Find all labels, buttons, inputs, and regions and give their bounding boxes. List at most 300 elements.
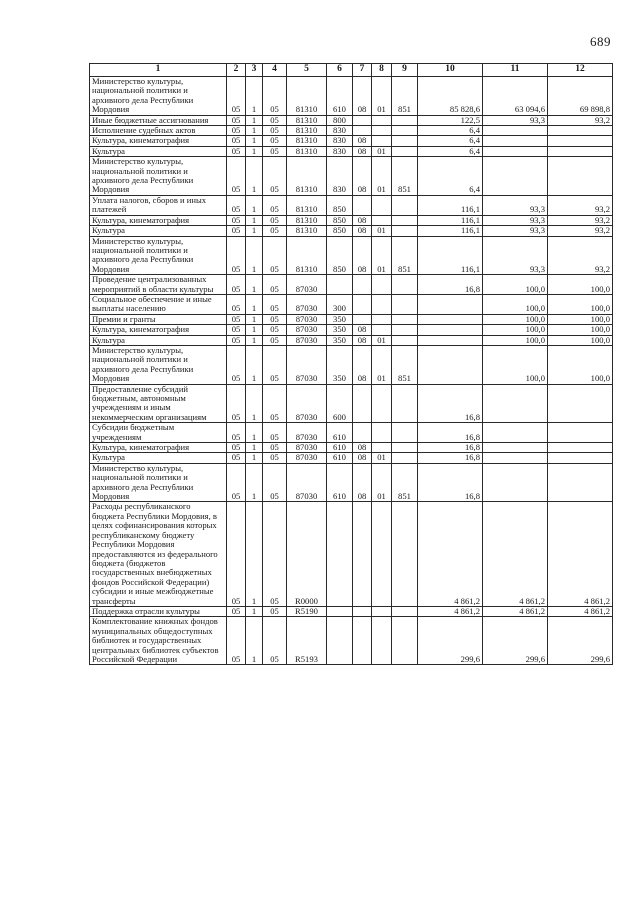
row-name-cell: Проведение централизованных мероприятий в области культуры [90,275,227,295]
row-name-cell: Субсидии бюджетным учреждениям [90,423,227,443]
table-row [90,294,613,314]
target-cell: 87030 [287,325,327,335]
amount-col12-cell: 93,2 [548,236,613,275]
target-cell: 81310 [287,157,327,196]
ministry-code-cell [392,314,418,324]
ministry-code-cell [392,136,418,146]
subdivision-cell [372,195,392,215]
amount-col11-cell: 299,6 [483,617,548,665]
amount-col10-cell: 6,4 [418,146,483,156]
amount-col11-cell: 100,0 [483,314,548,324]
table-row [90,195,613,215]
target-cell: 87030 [287,423,327,443]
amount-col11-cell: 100,0 [483,335,548,345]
section-cell: 05 [227,463,246,502]
amount-col12-cell [548,453,613,463]
target-cell: 87030 [287,335,327,345]
column-header: 5 [287,64,327,77]
section-cell: 05 [227,146,246,156]
expense-type-cell: 350 [327,325,353,335]
expense-type-cell: 300 [327,294,353,314]
table-row [90,275,613,295]
amount-col12-cell: 100,0 [548,294,613,314]
row-name-cell: Расходы республиканского бюджета Республики Мордовия, в целях софинансирования которых республиканскому бюджету Республики Мордовия предоставляются из федерального бюджета (бюджетов государственных внебюджетных фондов Российской Федерации) субсидии и иные межбюджетные трансферты [90,502,227,606]
subsection-cell: 1 [246,77,263,116]
amount-col10-cell: 116,1 [418,226,483,236]
program-cell: 05 [263,136,287,146]
division-cell [353,275,372,295]
amount-col10-cell [418,325,483,335]
subsection-cell: 1 [246,275,263,295]
row-name-cell: Культура [90,146,227,156]
amount-col11-cell: 100,0 [483,345,548,384]
amount-col11-cell [483,136,548,146]
target-cell: 87030 [287,345,327,384]
division-cell: 08 [353,325,372,335]
table-row [90,345,613,384]
expense-type-cell [327,606,353,616]
division-cell [353,617,372,665]
table-row [90,215,613,225]
amount-col12-cell: 93,2 [548,115,613,125]
amount-col12-cell: 100,0 [548,325,613,335]
expense-type-cell [327,502,353,606]
section-cell: 05 [227,606,246,616]
division-cell: 08 [353,226,372,236]
section-cell: 05 [227,195,246,215]
subsection-cell: 1 [246,226,263,236]
ministry-code-cell: 851 [392,236,418,275]
subdivision-cell [372,275,392,295]
amount-col10-cell: 16,8 [418,275,483,295]
amount-col11-cell: 63 094,6 [483,77,548,116]
program-cell: 05 [263,195,287,215]
program-cell: 05 [263,157,287,196]
table-body [90,77,613,665]
expense-type-cell: 610 [327,443,353,453]
section-cell: 05 [227,502,246,606]
ministry-code-cell [392,126,418,136]
subdivision-cell: 01 [372,226,392,236]
program-cell: 05 [263,463,287,502]
subsection-cell: 1 [246,215,263,225]
table-row [90,115,613,125]
amount-col11-cell: 93,3 [483,195,548,215]
ministry-code-cell [392,294,418,314]
target-cell: 87030 [287,314,327,324]
amount-col10-cell [418,294,483,314]
column-header: 11 [483,64,548,77]
subsection-cell: 1 [246,443,263,453]
subsection-cell: 1 [246,115,263,125]
program-cell: 05 [263,115,287,125]
subdivision-cell [372,502,392,606]
section-cell: 05 [227,275,246,295]
target-cell: 87030 [287,275,327,295]
amount-col12-cell: 93,2 [548,215,613,225]
table-row [90,226,613,236]
amount-col10-cell: 6,4 [418,157,483,196]
section-cell: 05 [227,335,246,345]
amount-col10-cell: 85 828,6 [418,77,483,116]
row-name-cell: Поддержка отрасли культуры [90,606,227,616]
section-cell: 05 [227,226,246,236]
expense-type-cell: 610 [327,423,353,443]
section-cell: 05 [227,115,246,125]
amount-col11-cell [483,126,548,136]
section-cell: 05 [227,325,246,335]
target-cell: 87030 [287,453,327,463]
amount-col11-cell [483,443,548,453]
table-row [90,314,613,324]
subsection-cell: 1 [246,345,263,384]
amount-col11-cell [483,423,548,443]
table-row [90,502,613,606]
program-cell: 05 [263,453,287,463]
table-row [90,384,613,423]
expense-type-cell: 350 [327,314,353,324]
subsection-cell: 1 [246,463,263,502]
table-row [90,423,613,443]
ministry-code-cell [392,215,418,225]
table-row [90,157,613,196]
subsection-cell: 1 [246,502,263,606]
target-cell: 81310 [287,136,327,146]
ministry-code-cell [392,335,418,345]
amount-col10-cell: 16,8 [418,423,483,443]
amount-col11-cell [483,157,548,196]
section-cell: 05 [227,423,246,443]
ministry-code-cell [392,275,418,295]
subsection-cell: 1 [246,136,263,146]
expense-type-cell: 610 [327,453,353,463]
section-cell: 05 [227,77,246,116]
section-cell: 05 [227,136,246,146]
table-row [90,325,613,335]
row-name-cell: Культура [90,226,227,236]
page-number: 689 [590,34,611,49]
subdivision-cell [372,314,392,324]
amount-col11-cell [483,453,548,463]
amount-col10-cell: 122,5 [418,115,483,125]
program-cell: 05 [263,345,287,384]
expense-type-cell: 850 [327,215,353,225]
amount-col12-cell [548,126,613,136]
ministry-code-cell: 851 [392,463,418,502]
amount-col12-cell: 100,0 [548,314,613,324]
expense-type-cell: 610 [327,463,353,502]
subdivision-cell: 01 [372,345,392,384]
column-header: 3 [246,64,263,77]
program-cell: 05 [263,314,287,324]
table-row [90,77,613,116]
row-name-cell: Министерство культуры, национальной политики и архивного дела Республики Мордовия [90,345,227,384]
row-name-cell: Уплата налогов, сборов и иных платежей [90,195,227,215]
subsection-cell: 1 [246,157,263,196]
table-row [90,606,613,616]
subdivision-cell: 01 [372,335,392,345]
row-name-cell: Культура, кинематография [90,136,227,146]
ministry-code-cell [392,226,418,236]
target-cell: R5190 [287,606,327,616]
division-cell: 08 [353,335,372,345]
section-cell: 05 [227,126,246,136]
row-name-cell: Премии и гранты [90,314,227,324]
ministry-code-cell: 851 [392,157,418,196]
program-cell: 05 [263,275,287,295]
division-cell: 08 [353,215,372,225]
table-row [90,463,613,502]
target-cell: 81310 [287,195,327,215]
amount-col10-cell: 16,8 [418,384,483,423]
subdivision-cell [372,325,392,335]
table-header-row [90,64,613,77]
amount-col12-cell: 4 861,2 [548,606,613,616]
subdivision-cell [372,443,392,453]
column-header: 6 [327,64,353,77]
subsection-cell: 1 [246,453,263,463]
subdivision-cell [372,126,392,136]
program-cell: 05 [263,502,287,606]
amount-col12-cell [548,423,613,443]
column-header: 4 [263,64,287,77]
row-name-cell: Комплектование книжных фондов муниципальных общедоступных библиотек и государственных центральных библиотек субъектов Российской Федерации [90,617,227,665]
subsection-cell: 1 [246,617,263,665]
ministry-code-cell [392,146,418,156]
division-cell [353,606,372,616]
amount-col11-cell: 100,0 [483,275,548,295]
section-cell: 05 [227,345,246,384]
amount-col12-cell: 299,6 [548,617,613,665]
expense-type-cell: 850 [327,236,353,275]
amount-col11-cell: 100,0 [483,294,548,314]
subsection-cell: 1 [246,335,263,345]
expense-type-cell: 610 [327,77,353,116]
target-cell: 87030 [287,463,327,502]
subdivision-cell: 01 [372,463,392,502]
subdivision-cell [372,294,392,314]
subdivision-cell [372,423,392,443]
row-name-cell: Министерство культуры, национальной политики и архивного дела Республики Мордовия [90,77,227,116]
target-cell: 81310 [287,236,327,275]
expense-type-cell: 800 [327,115,353,125]
expense-type-cell: 830 [327,126,353,136]
row-name-cell: Культура, кинематография [90,215,227,225]
amount-col10-cell: 299,6 [418,617,483,665]
ministry-code-cell: 851 [392,77,418,116]
subdivision-cell [372,384,392,423]
target-cell: 81310 [287,215,327,225]
amount-col12-cell: 93,2 [548,195,613,215]
program-cell: 05 [263,236,287,275]
subsection-cell: 1 [246,325,263,335]
expense-type-cell: 830 [327,157,353,196]
amount-col12-cell [548,136,613,146]
amount-col11-cell: 93,3 [483,236,548,275]
division-cell [353,314,372,324]
column-header: 8 [372,64,392,77]
row-name-cell: Министерство культуры, национальной политики и архивного дела Республики Мордовия [90,463,227,502]
column-header: 7 [353,64,372,77]
subsection-cell: 1 [246,384,263,423]
ministry-code-cell [392,325,418,335]
amount-col10-cell [418,314,483,324]
subdivision-cell [372,136,392,146]
division-cell [353,195,372,215]
column-header: 2 [227,64,246,77]
subsection-cell: 1 [246,236,263,275]
subsection-cell: 1 [246,423,263,443]
amount-col12-cell: 93,2 [548,226,613,236]
section-cell: 05 [227,443,246,453]
amount-col11-cell: 100,0 [483,325,548,335]
amount-col12-cell [548,443,613,453]
column-header: 12 [548,64,613,77]
amount-col10-cell: 6,4 [418,126,483,136]
row-name-cell: Предоставление субсидий бюджетным, автономным учреждениям и иным некоммерческим организациям [90,384,227,423]
section-cell: 05 [227,215,246,225]
program-cell: 05 [263,126,287,136]
section-cell: 05 [227,294,246,314]
subsection-cell: 1 [246,146,263,156]
expense-type-cell: 600 [327,384,353,423]
amount-col11-cell: 93,3 [483,215,548,225]
expense-type-cell: 850 [327,195,353,215]
subsection-cell: 1 [246,126,263,136]
amount-col10-cell: 16,8 [418,463,483,502]
amount-col12-cell [548,384,613,423]
subdivision-cell: 01 [372,236,392,275]
expense-type-cell [327,275,353,295]
table-row [90,453,613,463]
subdivision-cell [372,115,392,125]
expense-type-cell: 350 [327,345,353,384]
division-cell [353,115,372,125]
target-cell: R5193 [287,617,327,665]
amount-col10-cell: 6,4 [418,136,483,146]
amount-col12-cell: 4 861,2 [548,502,613,606]
amount-col12-cell [548,157,613,196]
row-name-cell: Культура [90,453,227,463]
amount-col10-cell [418,335,483,345]
amount-col11-cell [483,146,548,156]
program-cell: 05 [263,226,287,236]
division-cell: 08 [353,157,372,196]
program-cell: 05 [263,423,287,443]
target-cell: 87030 [287,443,327,453]
section-cell: 05 [227,384,246,423]
amount-col12-cell: 100,0 [548,345,613,384]
row-name-cell: Культура, кинематография [90,443,227,453]
program-cell: 05 [263,146,287,156]
target-cell: 81310 [287,226,327,236]
amount-col11-cell: 4 861,2 [483,502,548,606]
row-name-cell: Министерство культуры, национальной политики и архивного дела Республики Мордовия [90,236,227,275]
ministry-code-cell [392,502,418,606]
amount-col10-cell: 116,1 [418,236,483,275]
table-row [90,236,613,275]
column-header: 1 [90,64,227,77]
program-cell: 05 [263,294,287,314]
subsection-cell: 1 [246,195,263,215]
division-cell: 08 [353,236,372,275]
amount-col10-cell: 16,8 [418,453,483,463]
table-row [90,617,613,665]
subdivision-cell: 01 [372,157,392,196]
division-cell: 08 [353,443,372,453]
column-header: 10 [418,64,483,77]
ministry-code-cell [392,443,418,453]
target-cell: 81310 [287,115,327,125]
ministry-code-cell [392,617,418,665]
ministry-code-cell [392,384,418,423]
subdivision-cell [372,617,392,665]
program-cell: 05 [263,77,287,116]
division-cell: 08 [353,345,372,384]
amount-col11-cell [483,384,548,423]
section-cell: 05 [227,453,246,463]
division-cell: 08 [353,146,372,156]
amount-col12-cell: 69 898,8 [548,77,613,116]
table-row [90,126,613,136]
program-cell: 05 [263,443,287,453]
amount-col11-cell: 93,3 [483,226,548,236]
ministry-code-cell [392,423,418,443]
amount-col11-cell: 4 861,2 [483,606,548,616]
amount-col10-cell: 116,1 [418,215,483,225]
subsection-cell: 1 [246,606,263,616]
ministry-code-cell [392,115,418,125]
subsection-cell: 1 [246,314,263,324]
program-cell: 05 [263,325,287,335]
amount-col10-cell: 116,1 [418,195,483,215]
row-name-cell: Социальное обеспечение и иные выплаты населению [90,294,227,314]
ministry-code-cell: 851 [392,345,418,384]
amount-col10-cell: 4 861,2 [418,606,483,616]
division-cell: 08 [353,136,372,146]
division-cell: 08 [353,463,372,502]
amount-col12-cell: 100,0 [548,335,613,345]
division-cell [353,126,372,136]
amount-col12-cell [548,146,613,156]
expense-type-cell: 350 [327,335,353,345]
row-name-cell: Иные бюджетные ассигнования [90,115,227,125]
table-row [90,335,613,345]
amount-col12-cell [548,463,613,502]
target-cell: 87030 [287,294,327,314]
expense-type-cell: 850 [327,226,353,236]
division-cell: 08 [353,77,372,116]
program-cell: 05 [263,335,287,345]
subdivision-cell: 01 [372,77,392,116]
target-cell: 81310 [287,77,327,116]
row-name-cell: Исполнение судебных актов [90,126,227,136]
ministry-code-cell [392,453,418,463]
target-cell: R0000 [287,502,327,606]
expense-type-cell: 830 [327,136,353,146]
program-cell: 05 [263,606,287,616]
expense-type-cell [327,617,353,665]
ministry-code-cell [392,195,418,215]
table-row [90,136,613,146]
column-header: 9 [392,64,418,77]
ministry-code-cell [392,606,418,616]
amount-col12-cell: 100,0 [548,275,613,295]
subdivision-cell [372,215,392,225]
division-cell: 08 [353,453,372,463]
program-cell: 05 [263,384,287,423]
section-cell: 05 [227,617,246,665]
